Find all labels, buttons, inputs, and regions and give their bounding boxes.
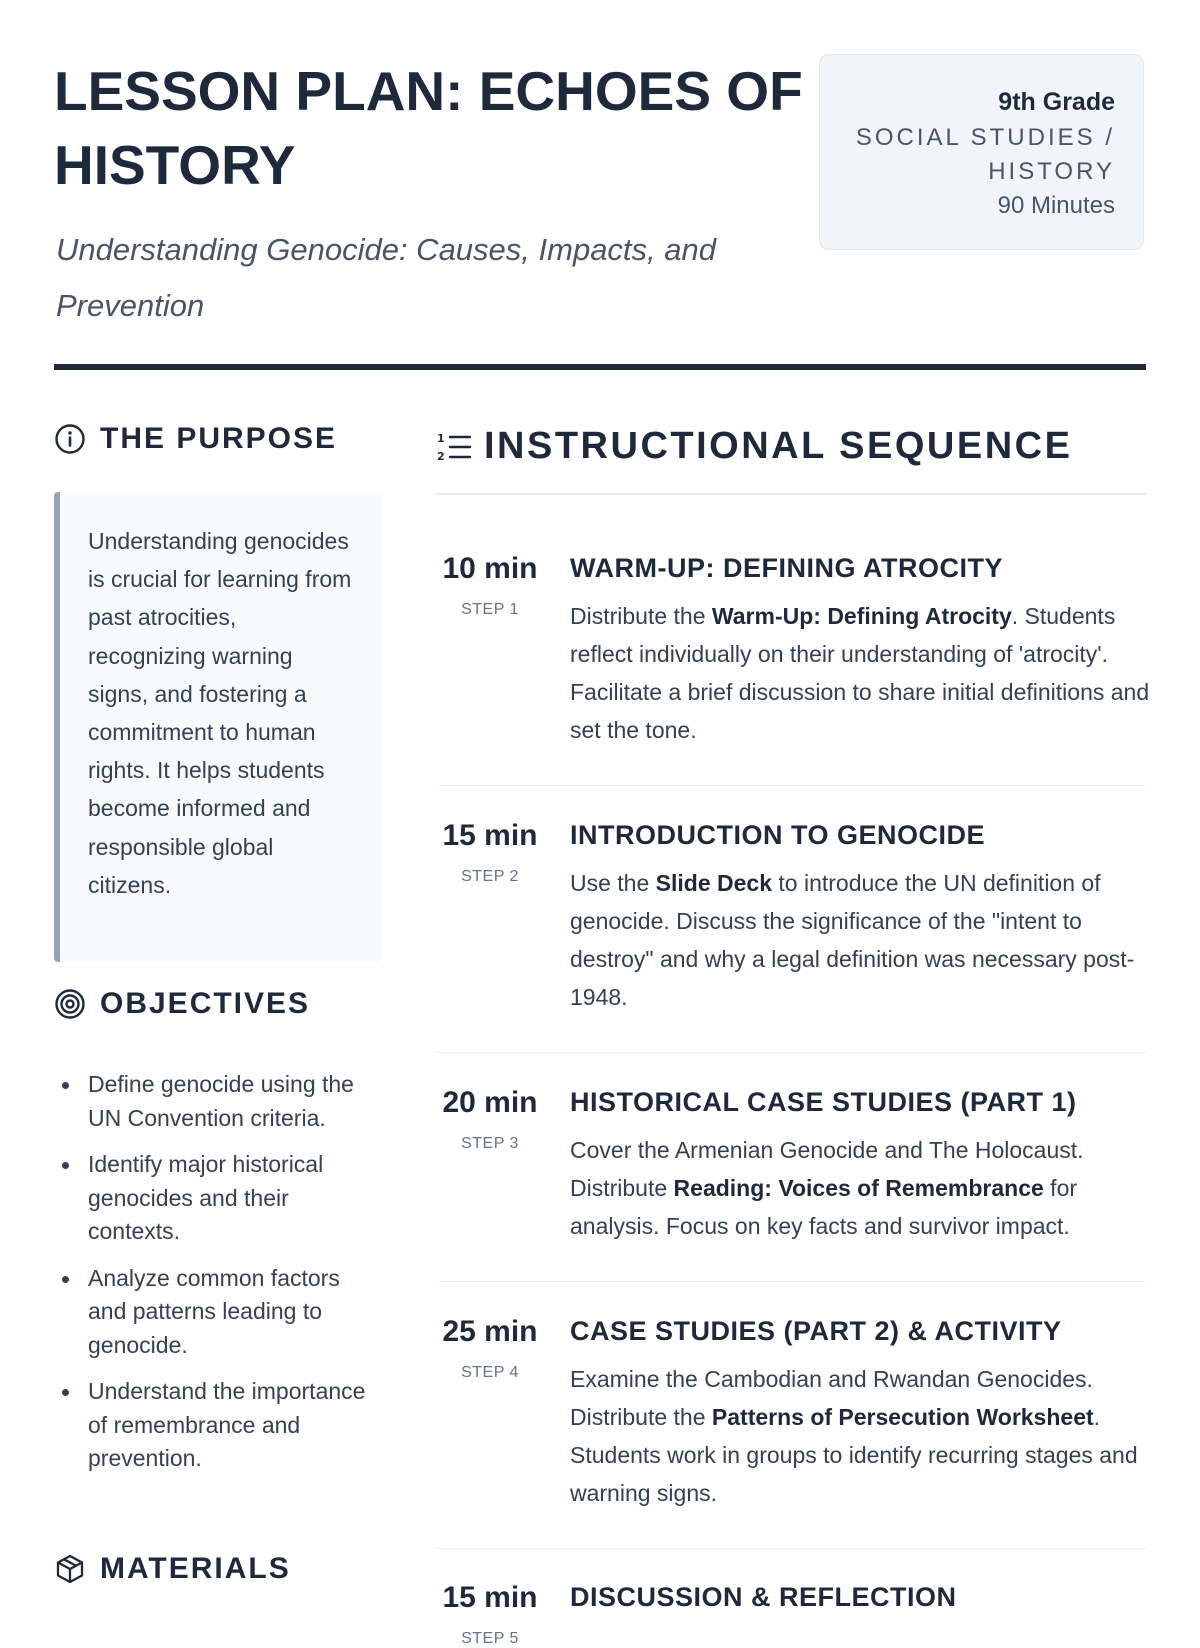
list-item: Identify major historical genocides and their contexts. <box>54 1148 384 1249</box>
page-title: LESSON PLAN: ECHOES OF HISTORY <box>54 60 803 196</box>
numbered-list-icon <box>436 430 472 464</box>
sequence-heading <box>436 425 1072 468</box>
step-number: STEP 4 <box>461 1364 519 1381</box>
purpose-text: Understanding genocides is crucial for learning from past atrocities, recognizing warning signs, and fostering a commitment to human rights. It helps students become informed and responsible global citizens. <box>88 528 352 898</box>
step-divider <box>436 785 1146 786</box>
step-divider <box>436 1052 1146 1053</box>
svg-text:1: 1 <box>437 431 445 445</box>
step-duration: 15 min <box>442 1581 538 1614</box>
list-item: Analyze common factors and patterns leading to genocide. <box>54 1262 384 1363</box>
objectives-list <box>54 1068 384 1489</box>
step-number: STEP 3 <box>461 1135 519 1152</box>
step-description: Cover the Armenian Genocide and The Holocaust. Distribute Reading: Voices of Remembrance for analysis. Focus on key facts and survivor impact. <box>570 1137 1084 1239</box>
materials-heading <box>54 1552 291 1586</box>
step-title: HISTORICAL CASE STUDIES (PART 1) <box>570 1087 1077 1117</box>
package-icon <box>54 1553 86 1585</box>
step-duration: 10 min <box>442 552 538 585</box>
step-title: DISCUSSION & REFLECTION <box>570 1582 957 1612</box>
list-item: Define genocide using the UN Convention criteria. <box>54 1068 384 1135</box>
purpose-title: THE PURPOSE <box>100 422 338 455</box>
step-description: Distribute the Warm-Up: Defining Atrocity. Students reflect individually on their understanding of 'atrocity'. Facilitate a brief discussion to share initial definitions and set the tone. <box>570 603 1150 743</box>
step-description: Examine the Cambodian and Rwandan Genocides. Distribute the Patterns of Persecution Worksheet. Students work in groups to identify recurring stages and warning signs. <box>570 1366 1138 1506</box>
page-subtitle: Understanding Genocide: Causes, Impacts, and Prevention <box>56 232 716 323</box>
step-description: Use the Slide Deck to introduce the UN definition of genocide. Discuss the significance of the "intent to destroy" and why a legal definition was necessary post-1948. <box>570 870 1135 1010</box>
step-number: STEP 5 <box>461 1630 519 1647</box>
step-title: INTRODUCTION TO GENOCIDE <box>570 820 986 850</box>
info-icon <box>54 423 86 455</box>
subject-label: SOCIAL STUDIES / HISTORY <box>855 124 1115 185</box>
svg-text:2: 2 <box>437 449 445 463</box>
sequence-divider <box>436 493 1146 495</box>
step-divider <box>436 1281 1146 1282</box>
step-title: WARM-UP: DEFINING ATROCITY <box>570 553 1003 583</box>
objectives-title: OBJECTIVES <box>100 987 311 1020</box>
purpose-callout <box>54 492 383 962</box>
purpose-heading <box>54 422 337 456</box>
lesson-meta-card <box>819 54 1144 250</box>
step-number: STEP 2 <box>461 868 519 885</box>
step-duration: 25 min <box>442 1315 538 1348</box>
step-number: STEP 1 <box>461 601 519 618</box>
list-item: Understand the importance of remembrance and prevention. <box>54 1375 384 1476</box>
objectives-heading <box>54 987 310 1021</box>
duration-label: 90 Minutes <box>997 192 1115 219</box>
header-divider <box>54 364 1146 370</box>
grade-level: 9th Grade <box>998 88 1115 116</box>
step-duration: 15 min <box>442 819 538 852</box>
sequence-title: INSTRUCTIONAL SEQUENCE <box>484 425 1073 467</box>
step-divider <box>436 1548 1146 1549</box>
materials-title: MATERIALS <box>100 1552 291 1585</box>
step-title: CASE STUDIES (PART 2) & ACTIVITY <box>570 1316 1062 1346</box>
target-icon <box>54 988 86 1020</box>
step-duration: 20 min <box>442 1086 538 1119</box>
